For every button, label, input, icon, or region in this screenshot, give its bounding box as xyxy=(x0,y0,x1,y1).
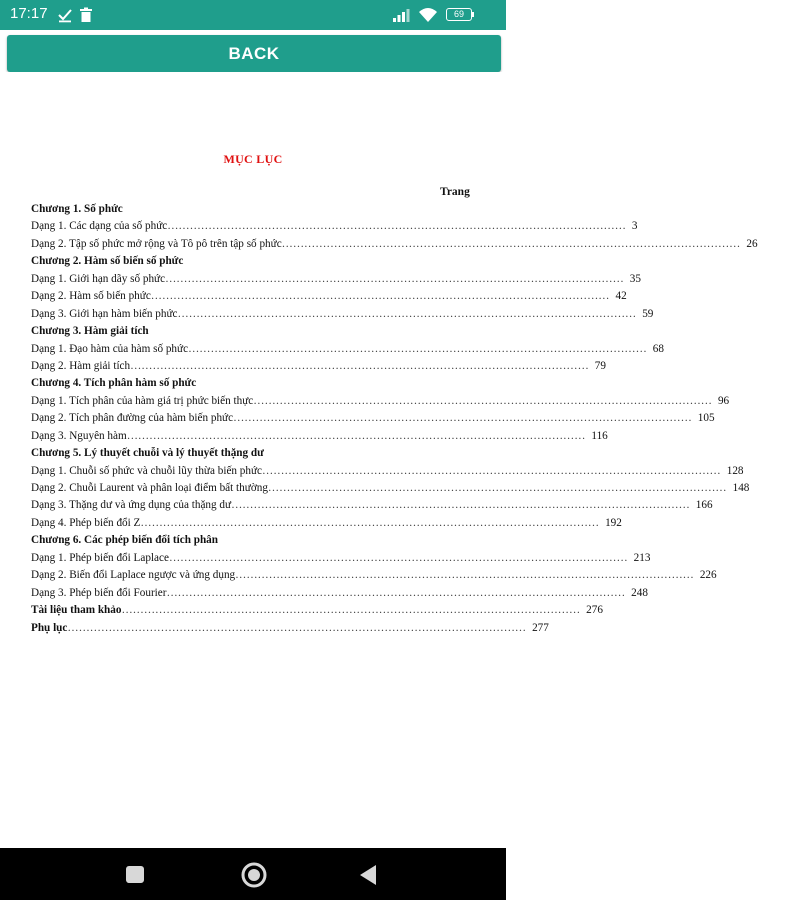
toc-entry xyxy=(31,237,758,255)
toc-chapter-heading xyxy=(31,447,461,464)
toc-entry-label: Dạng 3. Giới hạn hàm biến phức xyxy=(31,307,178,320)
dot-leader: …………………………………………………………………………………………………………… xyxy=(168,551,628,564)
toc-chapter-heading xyxy=(31,377,461,394)
toc-page-number: 3 xyxy=(631,220,638,233)
table-of-contents xyxy=(31,203,758,639)
toc-entry xyxy=(31,499,713,516)
document-page[interactable] xyxy=(0,72,758,848)
dot-leader: …………………………………………………………………………………………………………… xyxy=(281,237,741,250)
dot-leader: …………………………………………………………………………………………………………… xyxy=(166,586,626,599)
toc-entry xyxy=(31,569,717,586)
toc-entry xyxy=(31,551,651,569)
battery-icon xyxy=(446,8,472,21)
toc-entry xyxy=(31,394,730,412)
toc-entry xyxy=(31,272,641,290)
toc-entry xyxy=(31,464,744,482)
toc-chapter-heading xyxy=(31,203,461,220)
toc-entry-label: Dạng 1. Các dạng của số phức xyxy=(31,220,168,233)
toc-page-number: 105 xyxy=(697,412,715,425)
toc-page-number: 192 xyxy=(605,516,622,529)
recent-apps-icon[interactable] xyxy=(126,866,144,883)
page-column-header: Trang xyxy=(440,186,470,198)
toc-page-number: 148 xyxy=(732,482,750,494)
dot-leader: …………………………………………………………………………………………………………… xyxy=(130,359,589,372)
toc-title: MỤC LỤC xyxy=(223,152,283,166)
toc-entry-label: Dạng 1. Chuỗi số phức và chuỗi lũy thừa biến phức xyxy=(31,464,263,477)
toc-page-number: 35 xyxy=(629,272,641,285)
dot-leader: …………………………………………………………………………………………………………… xyxy=(188,342,647,355)
toc-entry-label: Dạng 2. Hàm số biến phức xyxy=(31,290,151,303)
toc-entry xyxy=(31,586,648,604)
toc-entry-label: Phụ lục xyxy=(31,621,68,634)
toc-page-number: 79 xyxy=(594,359,606,372)
toc-page-number: 68 xyxy=(652,342,664,355)
toc-entry xyxy=(31,604,603,621)
navigation-bar xyxy=(0,848,506,900)
toc-entry-label: Dạng 4. Phép biến đổi Z xyxy=(31,516,141,529)
toc-entry xyxy=(31,342,664,360)
toc-entry-label: Dạng 2. Tập số phức mở rộng và Tô pô trên tập số phức xyxy=(31,237,282,250)
dot-leader: …………………………………………………………………………………………………………… xyxy=(235,569,694,582)
dot-leader: …………………………………………………………………………………………………………… xyxy=(233,412,692,425)
toc-page-number: 166 xyxy=(695,499,713,512)
toc-chapter-heading xyxy=(31,534,461,551)
toc-entry-label: Chương 4. Tích phân hàm số phức xyxy=(31,377,197,390)
toc-chapter-heading xyxy=(31,255,461,272)
status-time: 17:17 xyxy=(10,5,48,22)
toc-entry-label: Chương 5. Lý thuyết chuỗi và lý thuyết thặng dư xyxy=(31,447,264,460)
signal-icon xyxy=(392,7,412,23)
toc-entry-label: Dạng 3. Phép biến đổi Fourier xyxy=(31,586,167,599)
back-icon[interactable] xyxy=(358,864,378,886)
status-bar xyxy=(0,0,506,30)
wifi-icon xyxy=(418,7,438,23)
toc-entry-label: Chương 1. Số phức xyxy=(31,203,123,215)
toc-page-number: 42 xyxy=(615,290,627,303)
dot-leader: …………………………………………………………………………………………………………… xyxy=(165,272,624,285)
toc-entry xyxy=(31,412,715,429)
toc-page-number: 59 xyxy=(642,307,654,320)
toc-entry-label: Dạng 2. Chuỗi Laurent và phân loại điểm bất thường xyxy=(31,482,268,494)
toc-entry-label: Dạng 1. Giới hạn dãy số phức xyxy=(31,272,166,285)
battery-tip xyxy=(472,12,474,17)
toc-page-number: 26 xyxy=(746,237,758,250)
toc-page-number: 116 xyxy=(591,429,608,442)
toc-entry xyxy=(31,482,750,499)
dot-leader: …………………………………………………………………………………………………………… xyxy=(253,394,712,407)
toc-entry xyxy=(31,516,622,534)
toc-entry xyxy=(31,621,549,639)
toc-entry-label: Dạng 1. Tích phân của hàm giá trị phức biến thực xyxy=(31,394,254,407)
toc-chapter-heading xyxy=(31,325,461,342)
toc-entry-label: Dạng 1. Đạo hàm của hàm số phức xyxy=(31,342,189,355)
back-button-label: BACK xyxy=(228,43,280,63)
toc-page-number: 248 xyxy=(631,586,648,599)
toc-page-number: 226 xyxy=(699,569,717,582)
dot-leader: …………………………………………………………………………………………………………… xyxy=(231,499,690,512)
toc-page-number: 213 xyxy=(633,551,651,564)
toc-entry xyxy=(31,290,627,307)
toc-entry-label: Dạng 2. Biến đổi Laplace ngược và ứng dụng xyxy=(31,569,236,582)
battery-level: 69 xyxy=(453,9,464,19)
dot-leader: …………………………………………………………………………………………………………… xyxy=(267,482,727,494)
toc-entry-label: Chương 2. Hàm số biến số phức xyxy=(31,255,184,268)
dot-leader: …………………………………………………………………………………………………………… xyxy=(150,290,610,303)
toc-page-number: 276 xyxy=(586,604,603,617)
toc-page-number: 277 xyxy=(532,621,549,634)
back-button[interactable] xyxy=(7,35,501,72)
toc-page-number: 96 xyxy=(717,394,730,407)
toc-entry xyxy=(31,220,638,237)
toc-entry-label: Tài liệu tham khảo xyxy=(31,604,122,617)
dot-leader: …………………………………………………………………………………………………………… xyxy=(126,429,586,442)
toc-page-number: 128 xyxy=(726,464,744,477)
toc-entry xyxy=(31,307,654,325)
trash-icon xyxy=(79,7,93,23)
home-icon[interactable] xyxy=(240,861,268,889)
toc-entry-label: Dạng 3. Thặng dư và ứng dụng của thặng dư xyxy=(31,499,232,512)
toc-entry-label: Dạng 3. Nguyên hàm xyxy=(31,429,127,442)
toc-entry-label: Dạng 2. Tích phân đường của hàm biến phức xyxy=(31,412,234,425)
toc-entry-label: Chương 3. Hàm giải tích xyxy=(31,325,149,338)
dot-leader: …………………………………………………………………………………………………………… xyxy=(140,516,600,529)
dot-leader: …………………………………………………………………………………………………………… xyxy=(177,307,637,320)
toc-entry-label: Dạng 2. Hàm giải tích xyxy=(31,359,131,372)
toc-entry xyxy=(31,429,608,447)
toc-entry xyxy=(31,359,606,377)
dot-leader: …………………………………………………………………………………………………………… xyxy=(262,464,721,477)
toc-entry-label: Dạng 1. Phép biến đổi Laplace xyxy=(31,551,169,564)
dot-leader: …………………………………………………………………………………………………………… xyxy=(67,621,527,634)
download-done-icon xyxy=(57,7,73,23)
dot-leader: …………………………………………………………………………………………………………… xyxy=(167,220,626,233)
toc-entry-label: Chương 6. Các phép biến đổi tích phân xyxy=(31,534,218,547)
dot-leader: …………………………………………………………………………………………………………… xyxy=(121,604,581,617)
